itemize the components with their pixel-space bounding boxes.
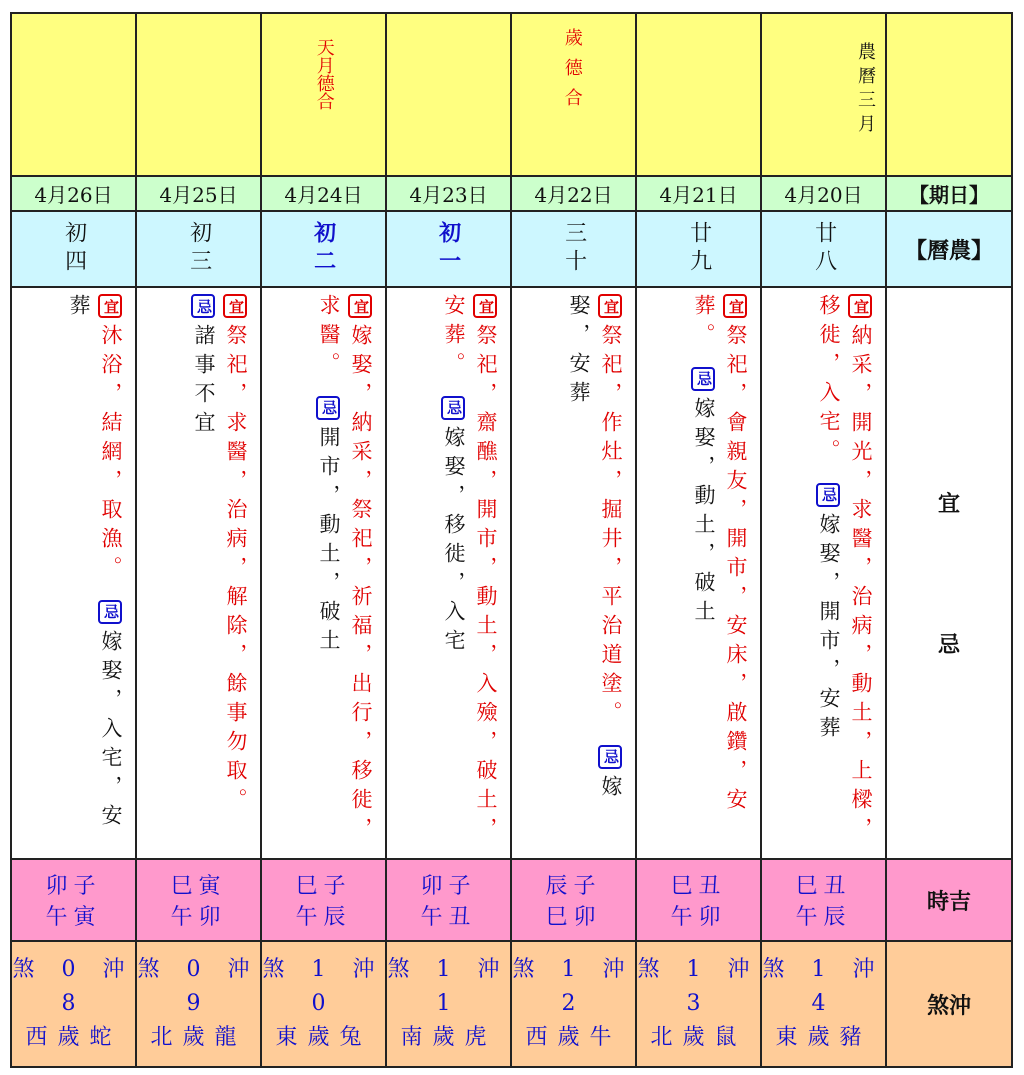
hour-line: 午卯 [670,905,727,931]
note-cell [761,13,886,176]
hour-row [11,859,1012,941]
lunar-text: 廿九 [686,221,712,278]
clash-line: 西歲蛇 [25,1025,122,1051]
yiji-cell [386,287,511,859]
lunar-text: 初一 [435,221,462,278]
clash-line: 9 [186,991,211,1017]
yi-text: 祭祀，會親友，開市，安床，啟鑽，安葬。 [692,294,748,818]
clash-line: 北歲龍 [150,1025,247,1051]
date-cell: 4月25日 [136,176,261,211]
hour-line: 巳寅 [170,874,227,900]
yiji-text [688,294,752,849]
hour-cell [636,859,761,941]
hour-line: 午丑 [420,905,477,931]
lunar-cell [636,211,761,287]
hour-line: 午卯 [170,905,227,931]
yiji-text [438,294,502,849]
yi-text: 祭祀，求醫，治病，解除，餘事勿取。 [224,324,248,818]
clash-line: 西歲牛 [525,1025,622,1051]
clash-line: 北歲鼠 [650,1025,747,1051]
clash-line: 煞 1 沖 [637,957,760,983]
ji-text: 嫁娶，入宅，安葬 [67,294,123,833]
yiji-text [188,294,252,849]
yi-section [99,294,123,585]
yi-badge-icon: 宜 [223,294,247,318]
yi-label: 宜 [937,491,960,518]
note-cell [511,13,636,176]
note-text: 天月德合 [313,38,335,110]
ji-section [192,294,216,440]
hour-cell [761,859,886,941]
lunar-text: 初三 [186,221,212,278]
clash-line: 煞 1 沖 [262,957,385,983]
yiji-cell [136,287,261,859]
clash-cell [386,941,511,1067]
hour-line: 卯子 [45,874,102,900]
hour-line: 辰子 [545,874,602,900]
yiji-cell [636,287,761,859]
yiji-text [813,294,877,849]
note-cell [11,13,136,176]
date-row [11,176,1012,211]
ji-badge-icon: 忌 [691,367,715,391]
clash-line: 南歲虎 [400,1025,497,1051]
yi-text: 祭祀，齋醮，開市，動土，入殮，破土，安葬。 [442,294,498,847]
ji-badge-icon: 忌 [441,396,465,420]
date-cell: 4月21日 [636,176,761,211]
clash-line: 煞 1 沖 [512,957,635,983]
hour-line: 巳丑 [795,874,852,900]
hour-cell [511,859,636,941]
clash-line: 8 [61,991,86,1017]
lunar-label: 【曆農】 [886,211,1012,287]
clash-cell [511,941,636,1067]
yi-badge-icon: 宜 [348,294,372,318]
yiji-text [563,294,627,849]
hour-cell [11,859,136,941]
hour-line: 午辰 [295,905,352,931]
ji-text: 嫁娶，開市，安葬 [817,512,841,745]
lunar-text: 三十 [561,221,587,278]
yi-text: 嫁娶，納采，祭祀，祈福，出行，移徙，求醫。 [317,294,373,847]
date-cell: 4月23日 [386,176,511,211]
clash-line: 2 [561,991,586,1017]
ji-badge-icon: 忌 [598,745,622,769]
date-cell: 4月26日 [11,176,136,211]
hour-line: 卯子 [420,874,477,900]
clash-line: 1 [436,991,461,1017]
hour-label: 時吉 [886,859,1012,941]
yi-badge-icon: 宜 [598,294,622,318]
ji-text: 嫁娶，安葬 [567,294,623,804]
hour-line: 巳卯 [545,905,602,931]
ji-badge-icon: 忌 [191,294,215,318]
yiji-cell [261,287,386,859]
yiji-row [11,287,1012,859]
label-empty-cell [886,13,1012,176]
yi-section [224,294,248,817]
hour-line: 午寅 [45,905,102,931]
clash-line: 煞 1 沖 [387,957,510,983]
clash-line: 東歲豬 [775,1025,872,1051]
date-cell: 4月20日 [761,176,886,211]
clash-line: 東歲兔 [275,1025,372,1051]
yi-badge-icon: 宜 [473,294,497,318]
clash-line: 煞 0 沖 [137,957,260,983]
ji-text: 諸事不宜 [192,324,216,441]
clash-line: 煞 0 沖 [12,957,135,983]
yi-badge-icon: 宜 [98,294,122,318]
note-text: 農曆三月 [855,42,876,138]
lunar-cell [511,211,636,287]
hour-line: 午辰 [795,905,852,931]
lunar-cell [11,211,136,287]
clash-cell [261,941,386,1067]
ji-section [817,483,841,745]
lunar-cell [136,211,261,287]
note-cell [386,13,511,176]
clash-cell [136,941,261,1067]
yi-section [599,294,623,730]
clash-line: 煞 1 沖 [762,957,885,983]
lunar-text: 廿八 [811,221,837,278]
note-text: 歲德合 [561,28,583,118]
yiji-label-cell [886,287,1012,859]
hour-cell [261,859,386,941]
date-cell: 4月22日 [511,176,636,211]
clash-line: 3 [686,991,711,1017]
lunar-text: 初四 [61,221,87,278]
clash-cell [761,941,886,1067]
lunar-cell [761,211,886,287]
yiji-cell [511,287,636,859]
yiji-cell [761,287,886,859]
clash-cell [11,941,136,1067]
note-cell [136,13,261,176]
hour-line: 巳子 [295,874,352,900]
date-label: 【期日】 [886,176,1012,211]
yi-text: 納采，開光，求醫，治病，動土，上樑，移徙，入宅。 [817,294,873,847]
lunar-text: 初二 [310,221,337,278]
yiji-cell [11,287,136,859]
ji-text: 嫁娶，動土，破土 [692,396,716,629]
ji-badge-icon: 忌 [98,600,122,624]
lunar-row [11,211,1012,287]
hour-line: 巳丑 [670,874,727,900]
ji-badge-icon: 忌 [316,396,340,420]
yi-badge-icon: 宜 [723,294,747,318]
note-cell [636,13,761,176]
note-cell [261,13,386,176]
almanac-table [10,12,1013,1068]
yi-text: 沐浴，結網，取漁。 [99,324,123,586]
ji-text: 嫁娶，移徙，入宅 [442,425,466,658]
ji-section [692,367,716,629]
clash-row [11,941,1012,1067]
yiji-text [63,294,127,849]
hour-cell [386,859,511,941]
yi-badge-icon: 宜 [848,294,872,318]
clash-line: 0 [311,991,336,1017]
clash-label: 煞沖 [886,941,1012,1067]
clash-cell [636,941,761,1067]
notes-row [11,13,1012,176]
date-cell: 4月24日 [261,176,386,211]
ji-section [317,396,341,658]
yi-text: 祭祀，作灶，掘井，平治道塗。 [599,324,623,731]
lunar-cell [386,211,511,287]
clash-line: 4 [811,991,836,1017]
ji-section [442,396,466,658]
ji-text: 開市，動土，破土 [317,425,341,658]
ji-label: 忌 [937,632,960,659]
yiji-text [313,294,377,849]
lunar-cell [261,211,386,287]
ji-badge-icon: 忌 [816,483,840,507]
hour-cell [136,859,261,941]
